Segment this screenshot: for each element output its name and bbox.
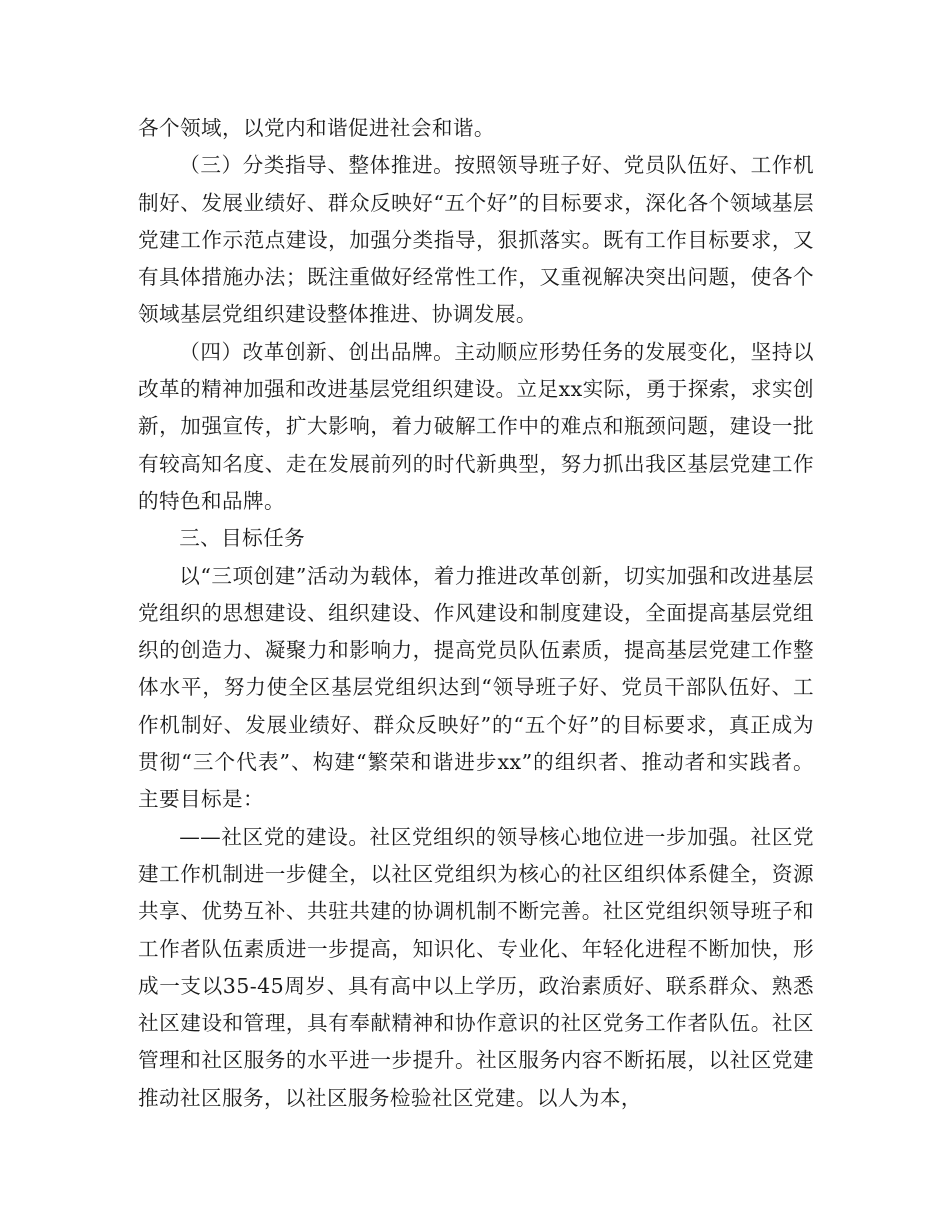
paragraph-section-four-reform: （四）改革创新、创出品牌。主动顺应形势任务的发展变化，坚持以改革的精神加强和改进基层党组织建设。立足xx实际，勇于探索，求实创新，加强宣传，扩大影响，着力破解工作中的难点和瓶颈问题，建设一批有较高知名度、走在发展前列的时代新典型，努力抓出我区基层党建工作的特色和品牌。 (138, 339, 814, 513)
paragraph-community-party-building: ——社区党的建设。社区党组织的领导核心地位进一步加强。社区党建工作机制进一步健全，以社区党组织为核心的社区组织体系健全，资源共享、优势互补、共驻共建的协调机制不断完善。社区党组织领导班子和工作者队伍素质进一步提高，知识化、专业化、年轻化进程不断加快，形成一支以35-45周岁、具有高中以上学历，政治素质好、联系群众、熟悉社区建设和管理，具有奉献精神和协作意识的社区党务工作者队伍。社区管理和社区服务的水平进一步提升。社区服务内容不断拓展，以社区党建推动社区服务，以社区服务检验社区党建。以人为本， (138, 824, 814, 1110)
section-heading-goals: 三、目标任务 (179, 526, 306, 551)
paragraph-section-three-guidance: （三）分类指导、整体推进。按照领导班子好、党员队伍好、工作机制好、发展业绩好、群众反映好“五个好”的目标要求，深化各个领域基层党建工作示范点建设，加强分类指导，狠抓落实。既有工作目标要求，又有具体措施办法；既注重做好经常性工作，又重视解决突出问题，使各个领域基层党组织建设整体推进、协调发展。 (138, 153, 814, 327)
document-body (138, 110, 814, 1117)
paragraph-continuation: 各个领域，以党内和谐促进社会和谐。 (138, 116, 495, 140)
paragraph-goals-intro: 以“三项创建”活动为载体，着力推进改革创新，切实加强和改进基层党组织的思想建设、组织建设、作风建设和制度建设，全面提高基层党组织的创造力、凝聚力和影响力，提高党员队伍素质，提高基层党建工作整体水平，努力使全区基层党组织达到“领导班子好、党员干部队伍好、工作机制好、发展业绩好、群众反映好”的“五个好”的目标要求，真正成为贯彻“三个代表”、构建“繁荣和谐进步xx”的组织者、推动者和实践者。主要目标是： (138, 563, 814, 812)
